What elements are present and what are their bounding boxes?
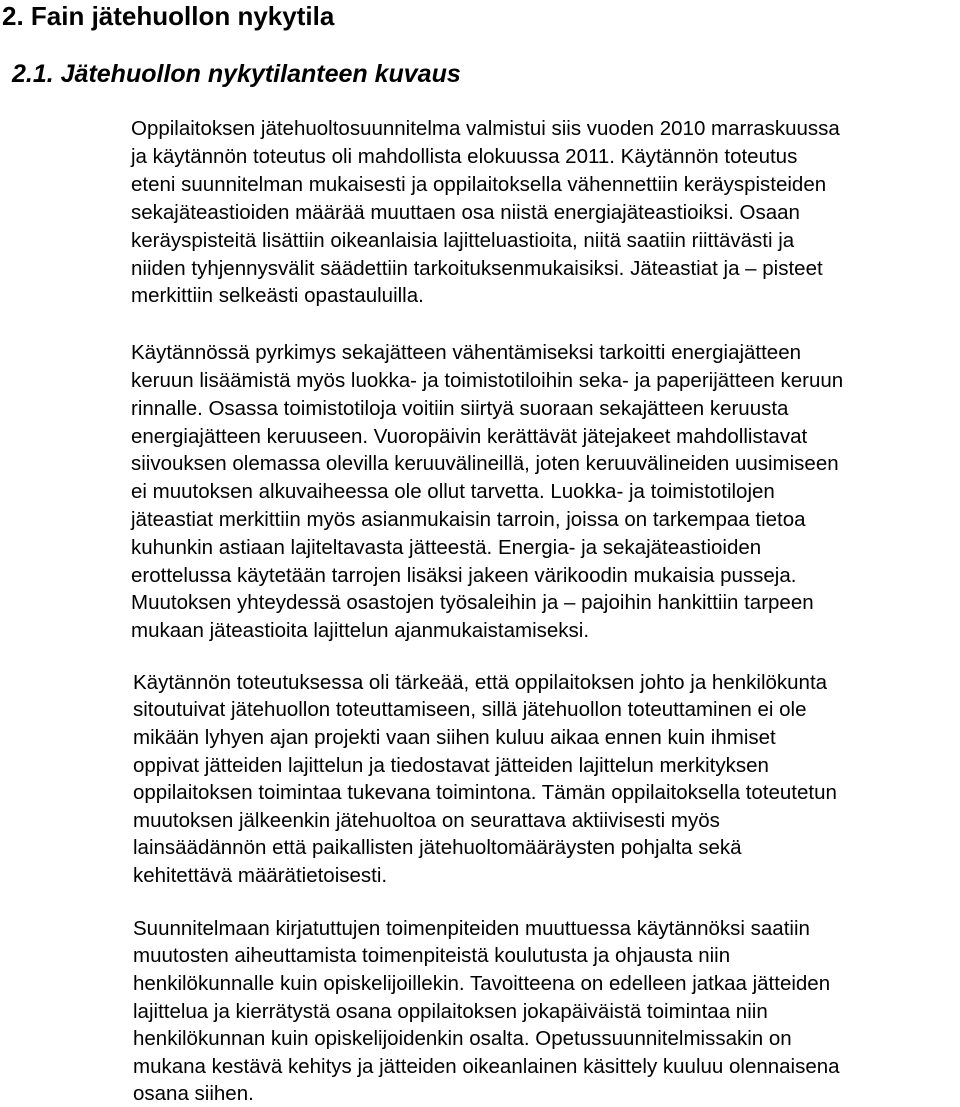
paragraph-line: erottelussa käytetään tarrojen lisäksi jakeen värikoodin mukaisia pusseja.	[131, 564, 797, 587]
paragraph-line: niiden tyhjennysvälit säädettiin tarkoituksenmukaisiksi. Jäteastiat ja – pisteet	[131, 257, 823, 280]
paragraph-line: muutosten aiheuttamista toimenpiteistä koulutusta ja ohjausta niin	[133, 944, 731, 967]
paragraph-line: ei muutoksen alkuvaiheessa ole ollut tarvetta. Luokka- ja toimistotilojen	[131, 480, 775, 503]
paragraph-line: lainsäädännön että paikallisten jätehuoltomääräysten pohjalta sekä	[133, 836, 742, 859]
paragraph-line: lajittelua ja kierrätystä osana oppilaitoksen jokapäiväistä toimintaa niin	[133, 1000, 768, 1023]
paragraph-line: kehitettävä määrätietoisesti.	[133, 864, 388, 887]
paragraph-line: muutoksen jälkeenkin jätehuoltoa on seurattava aktiivisesti myös	[133, 809, 720, 832]
paragraph-line: henkilökunnan kuin opiskelijoidenkin osalta. Opetussuunnitelmissakin on	[133, 1027, 792, 1050]
chapter-heading: 2. Fain jätehuollon nykytila	[2, 1, 335, 31]
paragraph-line: Oppilaitoksen jätehuoltosuunnitelma valmistui siis vuoden 2010 marraskuussa	[131, 117, 840, 140]
paragraph-line: osana siihen.	[133, 1082, 254, 1105]
paragraph-line: sitoutuivat jätehuollon toteuttamiseen, sillä jätehuollon toteuttaminen ei ole	[133, 698, 807, 721]
paragraph-line: kuhunkin astiaan lajiteltavasta jätteestä. Energia- ja sekajäteastioiden	[131, 536, 762, 559]
paragraph-line: Suunnitelmaan kirjatuttujen toimenpiteiden muuttuessa käytännöksi saatiin	[133, 917, 810, 940]
paragraph-line: keräyspisteitä lisättiin oikeanlaisia lajitteluastioita, niitä saatiin riittävästi ja	[131, 229, 795, 252]
paragraph-line: eteni suunnitelman mukaisesti ja oppilaitoksella vähennettiin keräyspisteiden	[131, 173, 827, 196]
section-heading: 2.1. Jätehuollon nykytilanteen kuvaus	[12, 60, 461, 88]
paragraph-line: mukana kestävä kehitys ja jätteiden oikeanlainen käsittely kuuluu olennaisena	[133, 1055, 840, 1078]
paragraph-line: ja käytännön toteutus oli mahdollista elokuussa 2011. Käytännön toteutus	[131, 145, 798, 168]
paragraph-line: mikään lyhyen ajan projekti vaan siihen kuluu aikaa ennen kuin ihmiset	[133, 726, 776, 749]
paragraph-line: oppilaitoksen toimintaa tukevana toimintona. Tämän oppilaitoksella toteutetun	[133, 781, 837, 804]
paragraph-line: Käytännön toteutuksessa oli tärkeää, että oppilaitoksen johto ja henkilökunta	[133, 671, 828, 694]
paragraph-line: oppivat jätteiden lajittelun ja tiedostavat jätteiden lajittelun merkityksen	[133, 754, 769, 777]
paragraph-line: Käytännössä pyrkimys sekajätteen vähentämiseksi tarkoitti energiajätteen	[131, 341, 802, 364]
paragraph-line: henkilökunnalle kuin opiskelijoillekin. Tavoitteena on edelleen jatkaa jätteiden	[133, 972, 831, 995]
paragraph-line: energiajätteen keruuseen. Vuoropäivin kerättävät jätejakeet mahdollistavat	[131, 425, 808, 448]
paragraph-line: sekajäteastioiden määrää muuttaen osa niistä energiajäteastioiksi. Osaan	[131, 201, 800, 224]
paragraph-line: jäteastiat merkittiin myös asianmukaisin tarroin, joissa on tarkempaa tietoa	[131, 508, 806, 531]
paragraph-line: siivouksen olemassa olevilla keruuvälineillä, joten keruuvälineiden uusimiseen	[131, 452, 839, 475]
paragraph-line: Muutoksen yhteydessä osastojen työsaleihin ja – pajoihin hankittiin tarpeen	[131, 591, 814, 614]
paragraph-line: keruun lisäämistä myös luokka- ja toimistotiloihin seka- ja paperijätteen keruun	[131, 369, 844, 392]
paragraph-line: rinnalle. Osassa toimistotiloja voitiin siirtyä suoraan sekajätteen keruusta	[131, 397, 789, 420]
paragraph-line: mukaan jäteastioita lajittelun ajanmukaistamiseksi.	[131, 619, 590, 642]
paragraph-line: merkittiin selkeästi opastauluilla.	[131, 284, 424, 307]
